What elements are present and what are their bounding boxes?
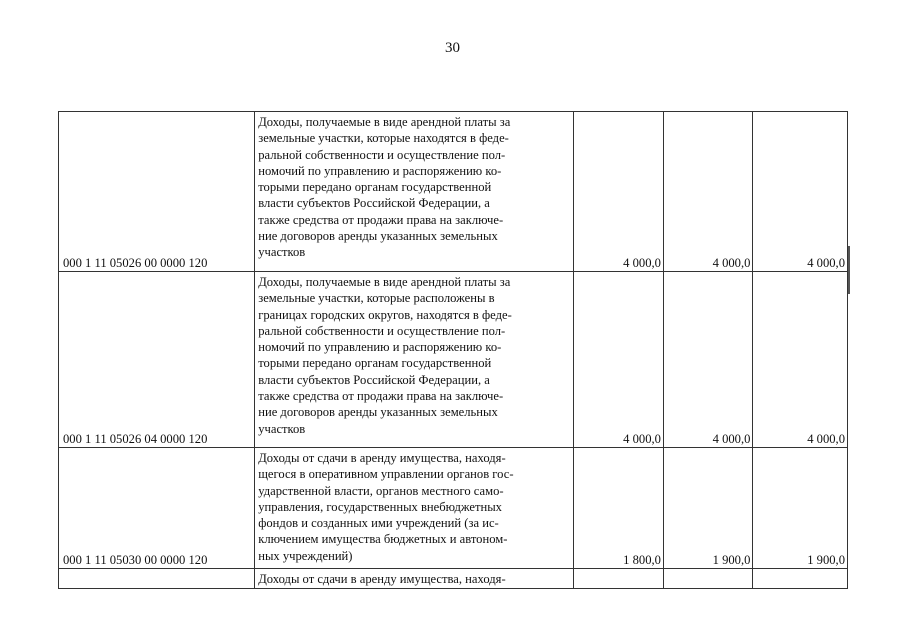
revenue-name-cell: [255, 272, 574, 448]
name-line: власти субъектов Российской Федерации, а: [258, 372, 490, 387]
name-line: ральной собственности и осуществление пол-: [258, 147, 506, 162]
name-line: номочий по управлению и распоряжению ко-: [258, 340, 502, 355]
name-line: ударственной власти, органов местного само-: [258, 483, 504, 498]
name-line: границах городских округов, находятся в феде-: [258, 307, 512, 322]
name-line: также средства от продажи права на заключе-: [258, 389, 504, 404]
name-line: земельные участки, которые расположены в: [258, 291, 495, 306]
table-row: [59, 272, 848, 448]
budget-code-cell: 000 1 11 05026 04 0000 120: [59, 272, 255, 448]
name-line: Доходы от сдачи в аренду имущества, находя-: [258, 451, 506, 465]
name-line: власти субъектов Российской Федерации, а: [258, 196, 490, 211]
name-line: фондов и созданных ими учреждений (за ис-: [258, 516, 499, 531]
name-line: участков: [258, 421, 306, 436]
name-line: Доходы, получаемые в виде арендной платы за: [258, 275, 511, 289]
table-row: [59, 569, 848, 589]
amount-cell-2: 1 900,0: [663, 448, 752, 569]
revenue-table: [58, 111, 848, 589]
amount-cell-2: [663, 569, 752, 589]
revenue-name-cell: [255, 569, 574, 589]
budget-code-cell: [59, 569, 255, 589]
amount-cell-1: 4 000,0: [574, 112, 663, 272]
revenue-name-cell: [255, 448, 574, 569]
amount-cell-3: [753, 569, 848, 589]
name-line: ние договоров аренды указанных земельных: [258, 229, 498, 244]
amount-cell-3: 1 900,0: [753, 448, 848, 569]
budget-code-cell: 000 1 11 05030 00 0000 120: [59, 448, 255, 569]
amount-cell-2: 4 000,0: [663, 272, 752, 448]
revenue-name-cell: [255, 112, 574, 272]
amount-cell-1: 4 000,0: [574, 272, 663, 448]
name-line: управления, государственных внебюджетных: [258, 499, 502, 514]
name-line: ральной собственности и осуществление пол-: [258, 323, 506, 338]
name-line: щегося в оперативном управлении органов гос-: [258, 467, 514, 482]
name-line: Доходы, получаемые в виде арендной платы за: [258, 115, 511, 129]
name-line: торыми передано органам государственной: [258, 180, 492, 195]
name-line: также средства от продажи права на заключе-: [258, 212, 504, 227]
amount-cell-1: 1 800,0: [574, 448, 663, 569]
page-number: 30: [445, 40, 460, 56]
budget-code-cell: 000 1 11 05026 00 0000 120: [59, 112, 255, 272]
scan-edge-mark: [848, 246, 850, 294]
name-line: земельные участки, которые находятся в феде-: [258, 131, 509, 146]
amount-cell-2: 4 000,0: [663, 112, 752, 272]
name-line: Доходы от сдачи в аренду имущества, находя-: [258, 572, 506, 586]
amount-cell-1: [574, 569, 663, 589]
table-row: [59, 112, 848, 272]
name-line: ние договоров аренды указанных земельных: [258, 405, 498, 420]
table-row: [59, 448, 848, 569]
name-line: торыми передано органам государственной: [258, 356, 492, 371]
name-line: номочий по управлению и распоряжению ко-: [258, 163, 502, 178]
amount-cell-3: 4 000,0: [753, 272, 848, 448]
name-line: участков: [258, 245, 306, 260]
amount-cell-3: 4 000,0: [753, 112, 848, 272]
name-line: ных учреждений): [258, 548, 353, 563]
name-line: ключением имущества бюджетных и автоном-: [258, 532, 508, 547]
